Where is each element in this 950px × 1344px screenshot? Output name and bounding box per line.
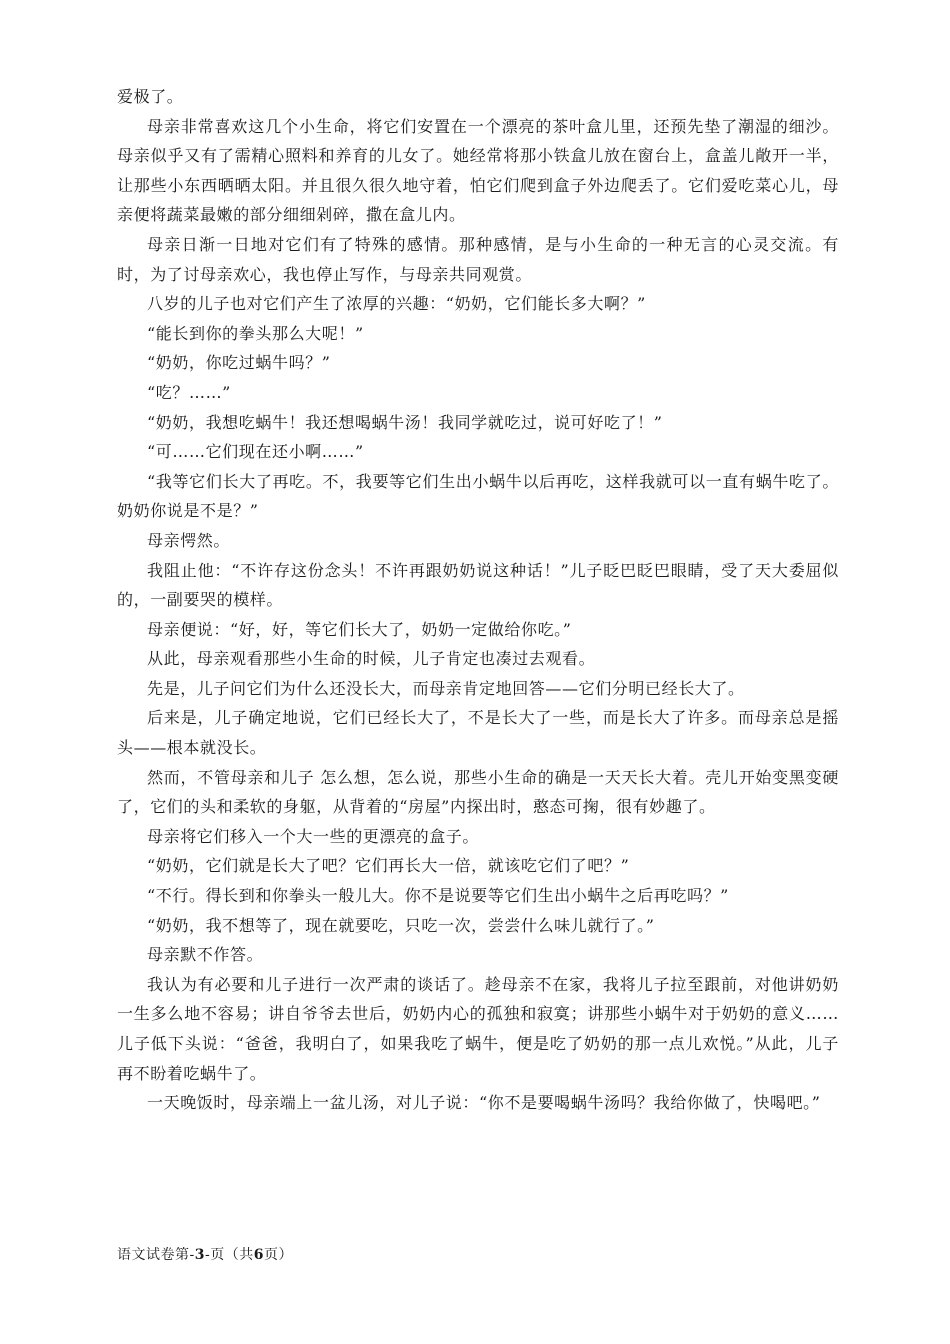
paragraph: 然而，不管母亲和儿子 怎么想，怎么说，那些小生命的确是一天天长大着。壳儿开始变黑变硬了，它们的头和柔软的身躯，从背着的“房屋”内探出时，憨态可掬，很有妙趣了。 [117,767,839,817]
paragraph: “奶奶，它们就是长大了吧？它们再长大一倍，就该吃它们了吧？” [147,856,630,876]
paragraph: 先是，儿子问它们为什么还没长大，而母亲肯定地回答——它们分明已经长大了。 [147,678,745,698]
page-footer [117,1244,293,1264]
paragraph: 八岁的儿子也对它们产生了浓厚的兴趣：“奶奶，它们能长多大啊？” [147,294,646,314]
paragraph: 爱极了。 [117,87,184,106]
paragraph: 母亲默不作答。 [147,945,264,965]
paragraph: “可……它们现在还小啊……” [147,442,364,462]
paragraph: 我阻止他：“不许存这份念头！不许再跟奶奶说这种话！”儿子眨巴眨巴眼睛，受了天大委屈似的，一副要哭的模样。 [117,560,839,610]
paragraph: 母亲便说：“好，好，等它们长大了，奶奶一定做给你吃。” [147,619,572,639]
paragraph: 母亲日渐一日地对它们有了特殊的感情。那种感情，是与小生命的一种无言的心灵交流。有时，为了讨母亲欢心，我也停止写作，与母亲共同观赏。 [117,234,839,284]
paragraph: 母亲非常喜欢这几个小生命，将它们安置在一个漂亮的茶叶盒儿里，还预先垫了潮湿的细沙。母亲似乎又有了需精心照料和养育的儿女了。她经常将那小铁盒儿放在窗台上，盒盖儿敞开一半，让那些小东西晒晒太阳。并且很久很久地守着，怕它们爬到盒子外边爬丢了。它们爱吃菜心儿，母亲便将蔬菜最嫩的部分细细剁碎，撒在盒儿内。 [117,116,839,225]
footer-total-pages: 6 [253,1247,264,1263]
paragraph: “不行。得长到和你拳头一般儿大。你不是说要等它们生出小蜗牛之后再吃吗？” [147,886,729,906]
footer-suffix: 页） [263,1247,293,1263]
paragraph: 母亲愕然。 [147,530,231,550]
paragraph: 从此，母亲观看那些小生命的时候，儿子肯定也凑过去观看。 [147,649,596,669]
paragraph: 后来是，儿子确定地说，它们已经长大了，不是长大了一些，而是长大了许多。而母亲总是摇头——根本就没长。 [117,708,839,758]
footer-middle: -页（共 [204,1247,254,1263]
paragraph: 一天晚饭时，母亲端上一盆儿汤，对儿子说：“你不是要喝蜗牛汤吗？我给你做了，快喝吧。” [147,1093,821,1113]
paragraph: “奶奶，我想吃蜗牛！我还想喝蜗牛汤！我同学就吃过，说可好吃了！” [147,412,663,432]
paragraph: 我认为有必要和儿子进行一次严肃的谈话了。趁母亲不在家，我将儿子拉至跟前，对他讲奶奶一生多么地不容易；讲自爷爷去世后，奶奶内心的孤独和寂寞；讲那些小蜗牛对于奶奶的意义……儿子低下头说：“爸爸，我明白了，如果我吃了蜗牛，便是吃了奶奶的那一点儿欢悦。”从此，儿子再不盼着吃蜗牛了。 [117,974,839,1083]
paragraph: “奶奶，你吃过蜗牛吗？” [147,353,331,373]
paragraph: “我等它们长大了再吃。不，我要等它们生出小蜗牛以后再吃，这样我就可以一直有蜗牛吃了。奶奶你说是不是？” [117,471,839,521]
paragraph: “奶奶，我不想等了，现在就要吃，只吃一次，尝尝什么味儿就行了。” [147,915,655,935]
paragraph: “能长到你的拳头那么大呢！” [147,323,364,343]
paragraph: 母亲将它们移入一个大一些的更漂亮的盒子。 [147,826,480,846]
paragraph: “吃？……” [147,382,231,402]
document-body [117,82,839,1118]
footer-prefix: 语文试卷第- [117,1247,195,1263]
footer-page-number: 3 [194,1247,205,1263]
